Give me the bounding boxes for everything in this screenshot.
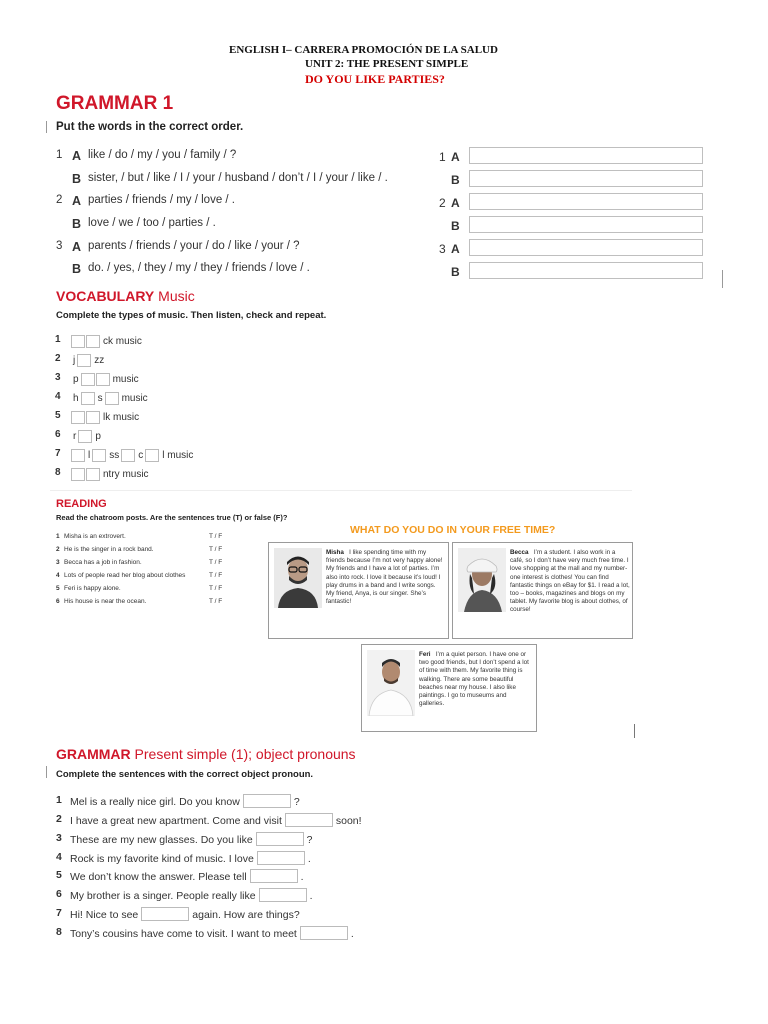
pronoun-input[interactable] <box>257 851 305 865</box>
misha-photo <box>274 548 322 608</box>
header-line-1: ENGLISH I– CARRERA PROMOCIÓN DE LA SALUD <box>229 44 498 56</box>
letter-box[interactable] <box>71 411 85 424</box>
person-photo-icon <box>458 548 506 612</box>
answer-input[interactable] <box>469 193 703 210</box>
true-false-choice[interactable]: T / F <box>209 572 223 579</box>
post-text: Misha I like spending time with my friends because I’m not very happy alone! My friends and I have a lot of parties. I’m also into rock. I love it because it’s loud! I play drums in a band and I write songs. My friend, Anya, is our singer. She’s fantastic! <box>326 549 443 606</box>
grammar1-title: GRAMMAR 1 <box>56 93 174 114</box>
margin-mark <box>722 270 723 288</box>
vocabulary-item: 3 p music <box>55 372 139 385</box>
pronoun-input[interactable] <box>259 888 307 902</box>
vocabulary-item: 5 lk music <box>55 410 140 423</box>
reading-instruction: Read the chatroom posts. Are the sentences true (T) or false (F)? <box>56 513 288 522</box>
vocabulary-list <box>55 334 255 484</box>
true-false-choice[interactable]: T / F <box>209 559 223 566</box>
letter-box[interactable] <box>92 449 106 462</box>
grammar2-instruction: Complete the sentences with the correct object pronoun. <box>56 769 314 780</box>
vocabulary-item: 4 h s music <box>55 391 148 404</box>
grammar2-title: GRAMMAR Present simple (1); object pronouns <box>56 746 356 762</box>
person-photo-icon <box>367 650 415 716</box>
post-text: Feri I’m a quiet person. I have one or two good friends, but I don’t spend a lot of time with them. My favorite thing is walking. There are some beautiful beaches near my house. I also like paintings. I go to museums and galleries. <box>419 651 529 708</box>
margin-mark <box>634 724 635 738</box>
margin-mark <box>46 121 47 133</box>
letter-box[interactable] <box>86 411 100 424</box>
vocabulary-item: 6 r p <box>55 429 101 442</box>
letter-box[interactable] <box>81 373 95 386</box>
letter-box[interactable] <box>78 430 92 443</box>
chat-title: WHAT DO YOU DO IN YOUR FREE TIME? <box>350 524 556 536</box>
answer-input[interactable] <box>469 147 703 164</box>
answer-input[interactable] <box>469 216 703 233</box>
letter-box[interactable] <box>105 392 119 405</box>
feri-photo <box>367 650 415 716</box>
letter-box[interactable] <box>145 449 159 462</box>
letter-box[interactable] <box>86 335 100 348</box>
vocabulary-instruction: Complete the types of music. Then listen, check and repeat. <box>56 310 327 321</box>
grammar2-items: 1 Mel is a really nice girl. Do you know ? 2 I have a great new apartment. Come and visit soon! 3 These are my new glasses. Do you like ? 4 Rock is my favorite kind of music. I love . 5 We don’t know the answer. Please tell . 6 My brother is a singer. People really like . 7 Hi! Nice to see again. How are things? 8 Tony’s cousins have come to visit. I want to meet . <box>56 794 362 940</box>
section-divider <box>50 490 632 491</box>
header-line-2: UNIT 2: THE PRESENT SIMPLE <box>305 58 469 70</box>
grammar1-answer-column: 1 A B 2 A B 3 A B <box>439 150 709 290</box>
answer-input[interactable] <box>469 262 703 279</box>
chat-post-feri <box>361 644 537 732</box>
true-false-choice[interactable]: T / F <box>209 585 223 592</box>
vocabulary-title: VOCABULARY Music <box>56 288 195 304</box>
vocabulary-item: 7 l ss c l music <box>55 448 194 461</box>
reading-title: READING <box>56 498 107 510</box>
letter-box[interactable] <box>71 449 85 462</box>
letter-box[interactable] <box>96 373 110 386</box>
true-false-choice[interactable]: T / F <box>209 533 223 540</box>
grammar1-instruction: Put the words in the correct order. <box>56 121 244 133</box>
chat-post-becca <box>452 542 633 639</box>
pronoun-input[interactable] <box>300 926 348 940</box>
pronoun-input[interactable] <box>285 813 333 827</box>
reading-statements: 1 Misha is an extrovert. T / F 2 He is the singer in a rock band. T / F 3 Becca has a job in fashion. T / F 4 Lots of people read her blog about clothes T / F 5 Feri is happy alone. T / F 6 His house is near the ocean. T / F <box>56 533 223 605</box>
post-text: Becca I’m a student. I also work in a café, so I don’t have very much free time. I love shopping at the mall and my number-one interest is clothes! You can find fantastic things on eBay for $1. I read a lot, too – books, magazines and blogs on my tablet. My favorite blog is about clothes, of course! <box>510 549 630 614</box>
vocabulary-item: 1 ck music <box>55 334 142 347</box>
letter-box[interactable] <box>71 468 85 481</box>
pronoun-input[interactable] <box>256 832 304 846</box>
letter-box[interactable] <box>71 335 85 348</box>
true-false-choice[interactable]: T / F <box>209 546 223 553</box>
pronoun-input[interactable] <box>243 794 291 808</box>
pronoun-input[interactable] <box>250 869 298 883</box>
letter-box[interactable] <box>77 354 91 367</box>
answer-input[interactable] <box>469 170 703 187</box>
header-line-3: DO YOU LIKE PARTIES? <box>305 72 445 86</box>
chat-post-misha <box>268 542 449 639</box>
becca-photo <box>458 548 506 612</box>
grammar1-items: 1 A like / do / my / you / family / ? B sister, / but / like / I / your / husband / don’t / I / your / like / . 2 A parties / friends / my / love / . B love / we / too / parties / . 3 A parents / friends / your / do / like / your / ? B do. / yes, / they / my / they / friends / love / . <box>56 149 388 276</box>
letter-box[interactable] <box>121 449 135 462</box>
margin-mark <box>46 766 47 778</box>
vocabulary-item: 2 j zz <box>55 353 105 366</box>
person-photo-icon <box>274 548 322 608</box>
vocabulary-item: 8 ntry music <box>55 467 149 480</box>
answer-input[interactable] <box>469 239 703 256</box>
pronoun-input[interactable] <box>141 907 189 921</box>
true-false-choice[interactable]: T / F <box>209 598 223 605</box>
letter-box[interactable] <box>81 392 95 405</box>
letter-box[interactable] <box>86 468 100 481</box>
